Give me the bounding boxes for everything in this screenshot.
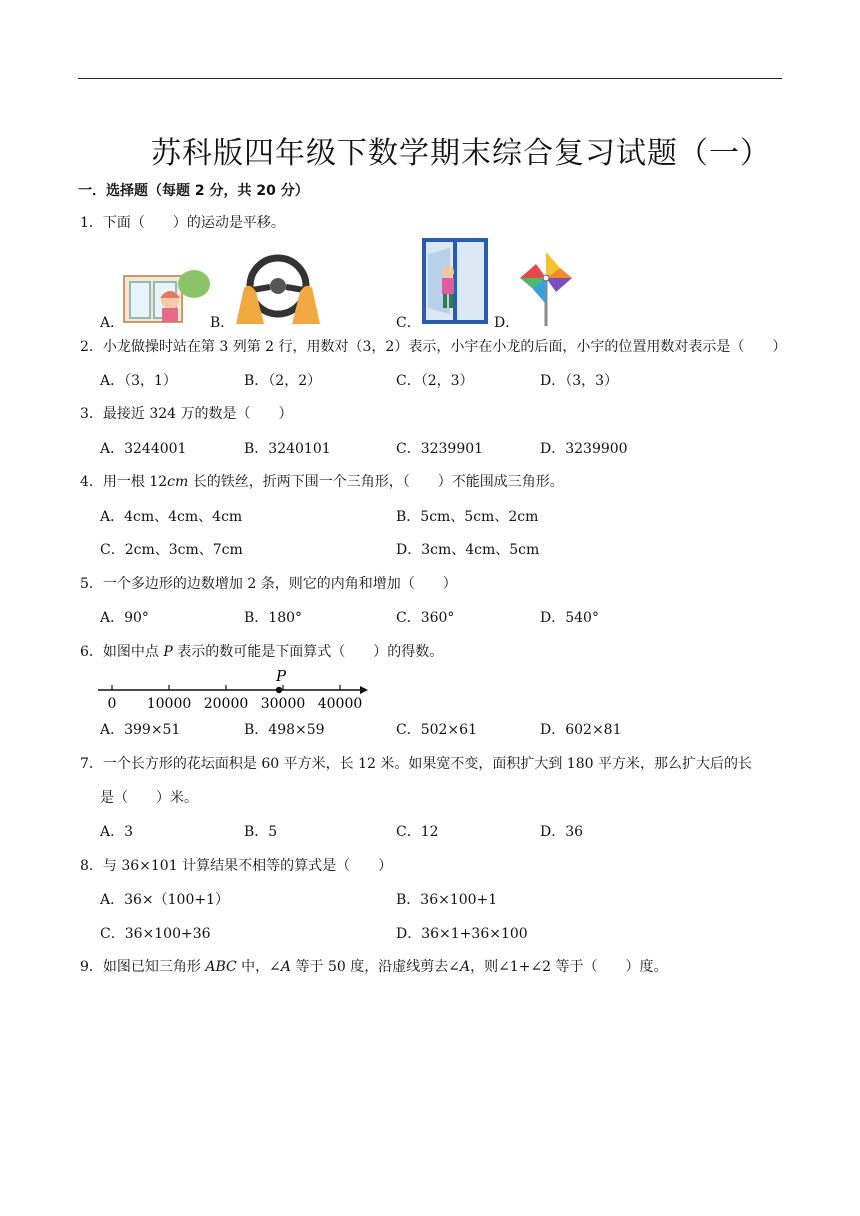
q8-option-c[interactable]: C．36×100+36 xyxy=(100,926,211,942)
number-line-tick-label: 20000 xyxy=(203,696,249,712)
question-8-stem: 8．与 36×101 计算结果不相等的算式是（ ） xyxy=(80,858,393,874)
q1-label-b: B． xyxy=(210,315,235,331)
question-7-stem-line1: 7．一个长方形的花坛面积是 60 平方米，长 12 米。如果宽不变，面积扩大到 180 平方米，那么扩大后的长 xyxy=(80,756,752,772)
q6-option-c[interactable]: C．502×61 xyxy=(396,722,477,738)
q2-option-d[interactable]: D．（3，3） xyxy=(540,373,619,389)
q3-option-a[interactable]: A．3244001 xyxy=(100,441,187,457)
q9-stem-part: 9．如图已知三角形 xyxy=(80,959,206,975)
q4-stem-part: 4．用一根 12 xyxy=(80,474,168,490)
question-7-stem-line2: 是（ ）米。 xyxy=(100,790,198,806)
question-1-stem: 1．下面（ ）的运动是平移。 xyxy=(80,215,285,231)
q9-stem-part: 等于 50 度，沿虚线剪去∠ xyxy=(291,959,460,975)
number-line-point xyxy=(276,687,282,693)
q2-option-b[interactable]: B．（2，2） xyxy=(244,373,322,389)
question-9-stem xyxy=(80,958,668,976)
question-6-stem xyxy=(80,643,443,661)
q9-stem-part: ，则∠1+∠2 等于（ ）度。 xyxy=(470,959,668,975)
q5-option-c[interactable]: C．360° xyxy=(396,610,455,626)
q8-option-b[interactable]: B．36×100+1 xyxy=(396,892,498,908)
q3-option-c[interactable]: C．3239901 xyxy=(396,441,484,457)
q2-option-a[interactable]: A．（3，1） xyxy=(100,373,177,389)
q8-option-d[interactable]: D．36×1+36×100 xyxy=(396,926,528,942)
q6-option-b[interactable]: B．498×59 xyxy=(244,722,325,738)
q2-option-c[interactable]: C．（2，3） xyxy=(396,373,474,389)
window-image xyxy=(122,262,212,324)
question-2-stem: 2．小龙做操时站在第 3 列第 2 行，用数对（3，2）表示，小宇在小龙的后面，小宇的位置用数对表示是（ ） xyxy=(80,339,787,355)
number-line xyxy=(96,666,376,712)
header-rule xyxy=(78,78,782,79)
question-4-stem xyxy=(80,473,564,491)
q4-option-d[interactable]: D．3cm、4cm、5cm xyxy=(396,542,540,558)
q4-option-a[interactable]: A．4cm、4cm、4cm xyxy=(100,509,243,525)
q4-stem-part: 长的铁丝，折两下围一个三角形，（ ）不能围成三角形。 xyxy=(188,474,564,490)
q1-label-c: C． xyxy=(396,315,421,331)
q6-option-d[interactable]: D．602×81 xyxy=(540,722,622,738)
q3-option-d[interactable]: D．3239900 xyxy=(540,441,628,457)
q3-option-b[interactable]: B．3240101 xyxy=(244,441,331,457)
q9-stem-abc: ABC xyxy=(205,959,237,975)
steering-wheel-image xyxy=(234,254,324,324)
q5-option-d[interactable]: D．540° xyxy=(540,610,599,626)
question-3-stem: 3．最接近 324 万的数是（ ） xyxy=(80,406,293,422)
q4-option-b[interactable]: B．5cm、5cm、2cm xyxy=(396,509,539,525)
q6-stem-var: P xyxy=(163,644,173,660)
number-line-tick-label: 30000 xyxy=(260,696,306,712)
page-title: 苏科版四年级下数学期末综合复习试题（一） xyxy=(151,136,771,171)
q1-label-a: A． xyxy=(100,315,125,331)
q7-option-a[interactable]: A．3 xyxy=(100,824,134,840)
q4-option-c[interactable]: C．2cm、3cm、7cm xyxy=(100,542,243,558)
q6-option-a[interactable]: A．399×51 xyxy=(100,722,181,738)
q5-option-b[interactable]: B．180° xyxy=(244,610,303,626)
pinwheel-image xyxy=(516,248,576,326)
q9-stem-angle-a: A xyxy=(459,959,471,975)
number-line-tick-label: 0 xyxy=(107,696,117,712)
revolving-door-image xyxy=(418,238,492,324)
q4-stem-unit: cm xyxy=(167,474,189,490)
q7-option-d[interactable]: D．36 xyxy=(540,824,584,840)
q6-stem-part: 表示的数可能是下面算式（ ）的得数。 xyxy=(172,644,444,660)
q8-option-a[interactable]: A．36×（100+1） xyxy=(100,892,230,908)
q5-option-a[interactable]: A．90° xyxy=(100,610,149,626)
q1-label-d: D． xyxy=(494,315,520,331)
number-line-tick-label: 40000 xyxy=(317,696,363,712)
number-line-point-label: P xyxy=(275,667,287,685)
number-line-tick-label: 10000 xyxy=(146,696,192,712)
q7-option-b[interactable]: B．5 xyxy=(244,824,278,840)
q9-stem-angle-a: A xyxy=(280,959,292,975)
q6-stem-part: 6．如图中点 xyxy=(80,644,164,660)
section-heading: 一．选择题（每题 2 分，共 20 分） xyxy=(78,183,309,199)
q7-option-c[interactable]: C．12 xyxy=(396,824,439,840)
q9-stem-part: 中，∠ xyxy=(236,959,281,975)
question-5-stem: 5．一个多边形的边数增加 2 条，则它的内角和增加（ ） xyxy=(80,576,457,592)
